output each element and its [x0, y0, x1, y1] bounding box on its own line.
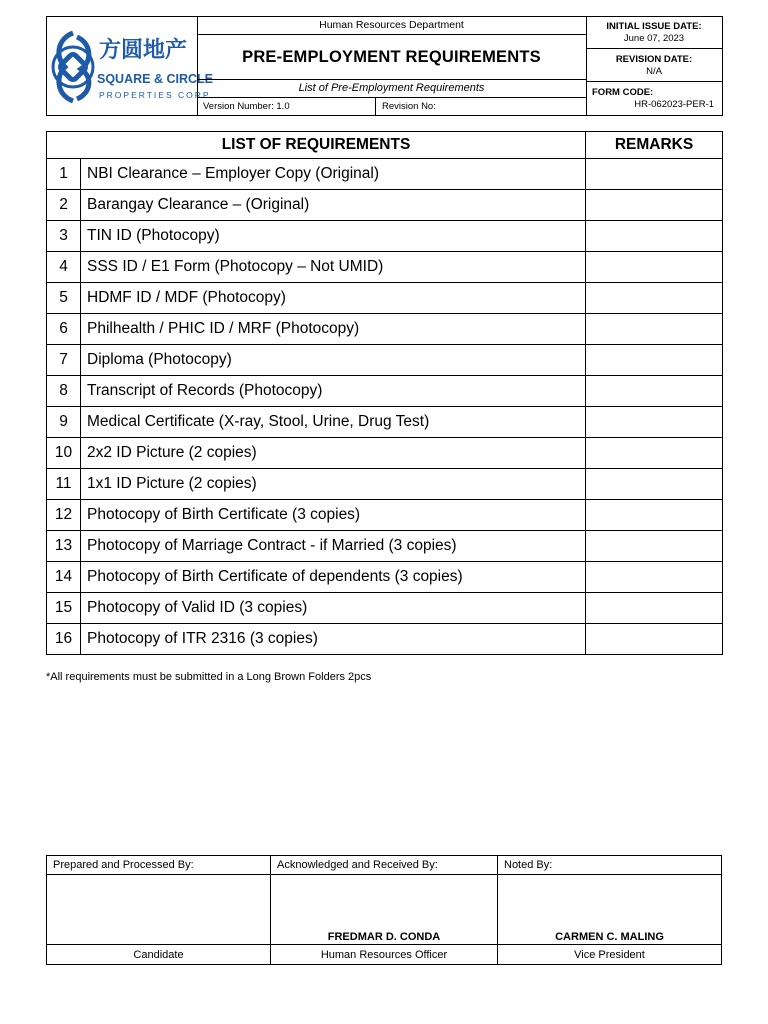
square-circle-logo-icon: [47, 17, 213, 115]
table-row: [47, 376, 723, 407]
list-of-requirements-header: LIST OF REQUIREMENTS: [47, 132, 586, 159]
row-number: 7: [47, 345, 81, 376]
table-row: [47, 624, 723, 655]
signature-label-row: [47, 856, 722, 875]
initial-issue-value: June 07, 2023: [623, 33, 685, 44]
table-row: [47, 593, 723, 624]
remarks-header: REMARKS: [586, 132, 723, 159]
row-number: 12: [47, 500, 81, 531]
remarks-cell[interactable]: [586, 252, 723, 283]
requirement-item: Medical Certificate (X-ray, Stool, Urine, Drug Test): [81, 407, 586, 438]
table-row: [47, 252, 723, 283]
remarks-cell[interactable]: [586, 531, 723, 562]
revision-date-value: N/A: [646, 66, 662, 77]
remarks-cell[interactable]: [586, 283, 723, 314]
remarks-cell[interactable]: [586, 190, 723, 221]
row-number: 4: [47, 252, 81, 283]
initial-issue-cell: [586, 17, 722, 49]
department-name: Human Resources Department: [197, 17, 586, 35]
requirement-item: 2x2 ID Picture (2 copies): [81, 438, 586, 469]
table-row: [47, 314, 723, 345]
document-title: PRE-EMPLOYMENT REQUIREMENTS: [197, 35, 586, 80]
requirements-table: [46, 131, 723, 655]
header-meta: [586, 17, 722, 115]
logo-chinese-text: 方圆地产: [99, 38, 188, 63]
requirement-item: Philhealth / PHIC ID / MRF (Photocopy): [81, 314, 586, 345]
prepared-by-role: Candidate: [47, 945, 271, 965]
row-number: 11: [47, 469, 81, 500]
revision-date-label: REVISION DATE:: [615, 54, 693, 65]
signature-space-row: [47, 875, 722, 945]
requirements-body: [47, 159, 723, 655]
requirement-item: Photocopy of Marriage Contract - if Married (3 copies): [81, 531, 586, 562]
version-number: Version Number: 1.0: [197, 98, 376, 115]
document-header: [46, 16, 723, 116]
prepared-by-label: Prepared and Processed By:: [47, 856, 271, 875]
table-row: [47, 221, 723, 252]
logo-line-2: PROPERTIES CORP: [99, 90, 211, 100]
requirement-item: Diploma (Photocopy): [81, 345, 586, 376]
remarks-cell[interactable]: [586, 314, 723, 345]
remarks-cell[interactable]: [586, 593, 723, 624]
remarks-cell[interactable]: [586, 500, 723, 531]
row-number: 8: [47, 376, 81, 407]
remarks-cell[interactable]: [586, 624, 723, 655]
table-row: [47, 531, 723, 562]
acknowledged-by-role: Human Resources Officer: [271, 945, 498, 965]
table-row: [47, 469, 723, 500]
row-number: 14: [47, 562, 81, 593]
revision-number: Revision No:: [382, 101, 436, 112]
table-row: [47, 438, 723, 469]
noted-by-name: CARMEN C. MALING: [498, 875, 722, 945]
requirement-item: NBI Clearance – Employer Copy (Original): [81, 159, 586, 190]
table-header-row: [47, 132, 723, 159]
form-code-value: HR-062023-PER-1: [634, 99, 714, 110]
requirement-item: Transcript of Records (Photocopy): [81, 376, 586, 407]
row-number: 10: [47, 438, 81, 469]
noted-by-role: Vice President: [498, 945, 722, 965]
requirement-item: Photocopy of Birth Certificate of dependents (3 copies): [81, 562, 586, 593]
row-number: 13: [47, 531, 81, 562]
requirement-item: TIN ID (Photocopy): [81, 221, 586, 252]
requirement-item: Barangay Clearance – (Original): [81, 190, 586, 221]
requirement-item: Photocopy of Birth Certificate (3 copies): [81, 500, 586, 531]
remarks-cell[interactable]: [586, 407, 723, 438]
document-subtitle: List of Pre-Employment Requirements: [197, 80, 586, 98]
form-code-cell: [586, 83, 722, 115]
signature-table: [46, 855, 722, 965]
requirement-item: 1x1 ID Picture (2 copies): [81, 469, 586, 500]
row-number: 6: [47, 314, 81, 345]
remarks-cell[interactable]: [586, 562, 723, 593]
submission-note: *All requirements must be submitted in a Long Brown Folders 2pcs: [46, 671, 372, 683]
signature-role-row: [47, 945, 722, 965]
table-row: [47, 562, 723, 593]
table-row: [47, 345, 723, 376]
acknowledged-by-label: Acknowledged and Received By:: [271, 856, 498, 875]
logo-line-1: SQUARE & CIRCLE: [97, 72, 213, 86]
requirement-item: Photocopy of Valid ID (3 copies): [81, 593, 586, 624]
remarks-cell[interactable]: [586, 376, 723, 407]
requirement-item: SSS ID / E1 Form (Photocopy – Not UMID): [81, 252, 586, 283]
revision-date-cell: [586, 50, 722, 82]
remarks-cell[interactable]: [586, 438, 723, 469]
remarks-cell[interactable]: [586, 469, 723, 500]
table-row: [47, 500, 723, 531]
header-center: [197, 17, 587, 115]
remarks-cell[interactable]: [586, 345, 723, 376]
remarks-cell[interactable]: [586, 221, 723, 252]
initial-issue-label: INITIAL ISSUE DATE:: [606, 21, 702, 32]
requirement-item: Photocopy of ITR 2316 (3 copies): [81, 624, 586, 655]
table-row: [47, 283, 723, 314]
requirement-item: HDMF ID / MDF (Photocopy): [81, 283, 586, 314]
remarks-cell[interactable]: [586, 159, 723, 190]
company-logo: [47, 17, 213, 115]
row-number: 5: [47, 283, 81, 314]
prepared-by-signature: [47, 875, 271, 945]
row-number: 16: [47, 624, 81, 655]
acknowledged-by-name: FREDMAR D. CONDA: [271, 875, 498, 945]
row-number: 3: [47, 221, 81, 252]
row-number: 9: [47, 407, 81, 438]
table-row: [47, 190, 723, 221]
form-code-label: FORM CODE:: [592, 87, 654, 98]
table-row: [47, 407, 723, 438]
row-number: 1: [47, 159, 81, 190]
table-row: [47, 159, 723, 190]
row-number: 2: [47, 190, 81, 221]
noted-by-label: Noted By:: [498, 856, 722, 875]
row-number: 15: [47, 593, 81, 624]
